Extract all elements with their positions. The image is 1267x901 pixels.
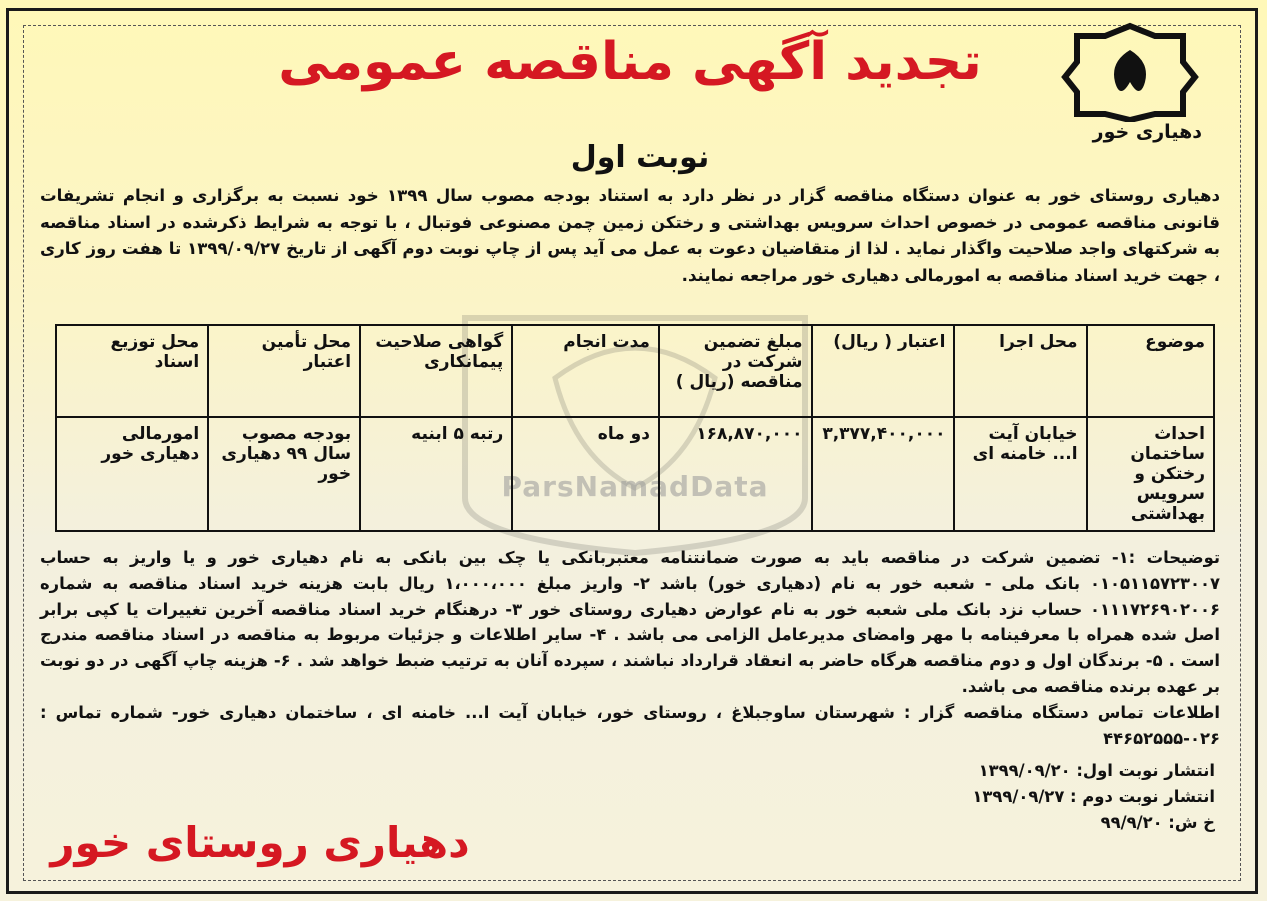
notice-title: تجدید آگهی مناقصه عمومی (278, 32, 982, 92)
notes-block (40, 545, 1220, 751)
header-subject: موضوع (1087, 325, 1214, 417)
signature-footer: دهیاری روستای خور (50, 818, 470, 867)
header-budget: اعتبار ( ریال) (812, 325, 955, 417)
notes-paragraph: توضیحات :۱- تضمین شرکت در مناقصه باید به صورت ضمانتنامه معتبربانکی یا چک بین بانکی به نام دهیاری خور و یا واریز به حساب ۰۱۰۵۱۱۵۷۲۳۰۰۷ بانک ملی - شعبه خور به نام (دهیاری خور) باشد ۲- واریز مبلغ ۱،۰۰۰،۰۰۰ ریال بابت هزینه خرید اسناد مناقصه به شماره ۰۱۱۱۷۲۶۹۰۲۰۰۶ حساب نزد بانک ملی شعبه خور به نام عوارض دهیاری روستای خور ۳- درهنگام خرید اسناد مناقصه آخرین تغییرات یا کپی برابر اصل شده همراه با معرفینامه با مهر وامضای مدیرعامل الزامی می باشد . ۴- سایر اطلاعات و جزئیات مربوط به مناقصه در اسناد مناقصه مندرج است . ۵- برندگان اول و دوم مناقصه هرگاه حاضر به انعقاد قرارداد نباشند ، سپرده آنان به ترتیب ضبط خواهد شد . ۶- هزینه چاپ آگهی در دو نوبت بر عهده برنده مناقصه می باشد. (40, 548, 1220, 696)
header-qualification: گواهی صلاحیت پیمانکاری (360, 325, 512, 417)
org-label: دهیاری خور (1092, 121, 1202, 143)
cell-funding: بودجه مصوب سال ۹۹ دهیاری خور (208, 417, 360, 531)
dehyari-logo-icon (1055, 22, 1205, 122)
table-header-row (56, 325, 1214, 417)
cell-location: خیابان آیت ا... خامنه ای (954, 417, 1086, 531)
cell-distribution: امورمالی دهیاری خور (56, 417, 208, 531)
contact-paragraph: اطلاعات تماس دستگاه مناقصه گزار : شهرستان ساوجبلاغ ، روستای خور، خیابان آیت ا... خامنه ای ، ساختمان دهیاری خور- شماره تماس : ۰۲۶-۴۴۶۵۲۵۵۵ (40, 702, 1220, 748)
publication-info (955, 758, 1215, 835)
intro-paragraph: دهیاری روستای خور به عنوان دستگاه مناقصه گزار در نظر دارد به استناد بودجه مصوب سال ۱۳۹۹ خود نسبت به برگزاری و انجام تشریفات قانونی مناقصه عمومی در خصوص احداث سرویس بهداشتی و رختکن زمین چمن مصنوعی فوتبال ، با توجه به شرایط ذکرشده در اسناد مناقصه به شرکتهای واجد صلاحیت واگذار نماید . لذا از متقاضیان دعوت به عمل می آید پس از چاپ نوبت دوم آگهی از تاریخ ۱۳۹۹/۰۹/۲۷ تا هفت روز کاری ، جهت خرید اسناد مناقصه به امورمالی دهیاری خور مراجعه نمایند. (40, 186, 1220, 285)
cell-duration: دو ماه (512, 417, 659, 531)
header-guarantee: مبلغ تضمین شرکت در مناقصه (ریال ) (659, 325, 812, 417)
table-row (56, 417, 1214, 531)
tender-table (55, 324, 1215, 532)
header-funding: محل تأمین اعتبار (208, 325, 360, 417)
header-duration: مدت انجام (512, 325, 659, 417)
notice-subtitle: نوبت اول (570, 140, 710, 175)
cell-guarantee: ۱۶۸,۸۷۰,۰۰۰ (659, 417, 812, 531)
publication-code: خ ش: ۹۹/۹/۲۰ (1100, 812, 1215, 832)
watermark-brand: ParsNamadData (501, 470, 769, 503)
cell-qualification: رتبه ۵ ابنیه (360, 417, 512, 531)
cell-subject: احداث ساختمان رختکن و سرویس بهداشتی (1087, 417, 1214, 531)
header-location: محل اجرا (954, 325, 1086, 417)
header-distribution: محل توزیع اسناد (56, 325, 208, 417)
cell-budget: ۳,۳۷۷,۴۰۰,۰۰۰ (812, 417, 955, 531)
publication-second: انتشار نوبت دوم : ۱۳۹۹/۰۹/۲۷ (972, 786, 1215, 806)
publication-first: انتشار نوبت اول: ۱۳۹۹/۰۹/۲۰ (978, 761, 1215, 780)
